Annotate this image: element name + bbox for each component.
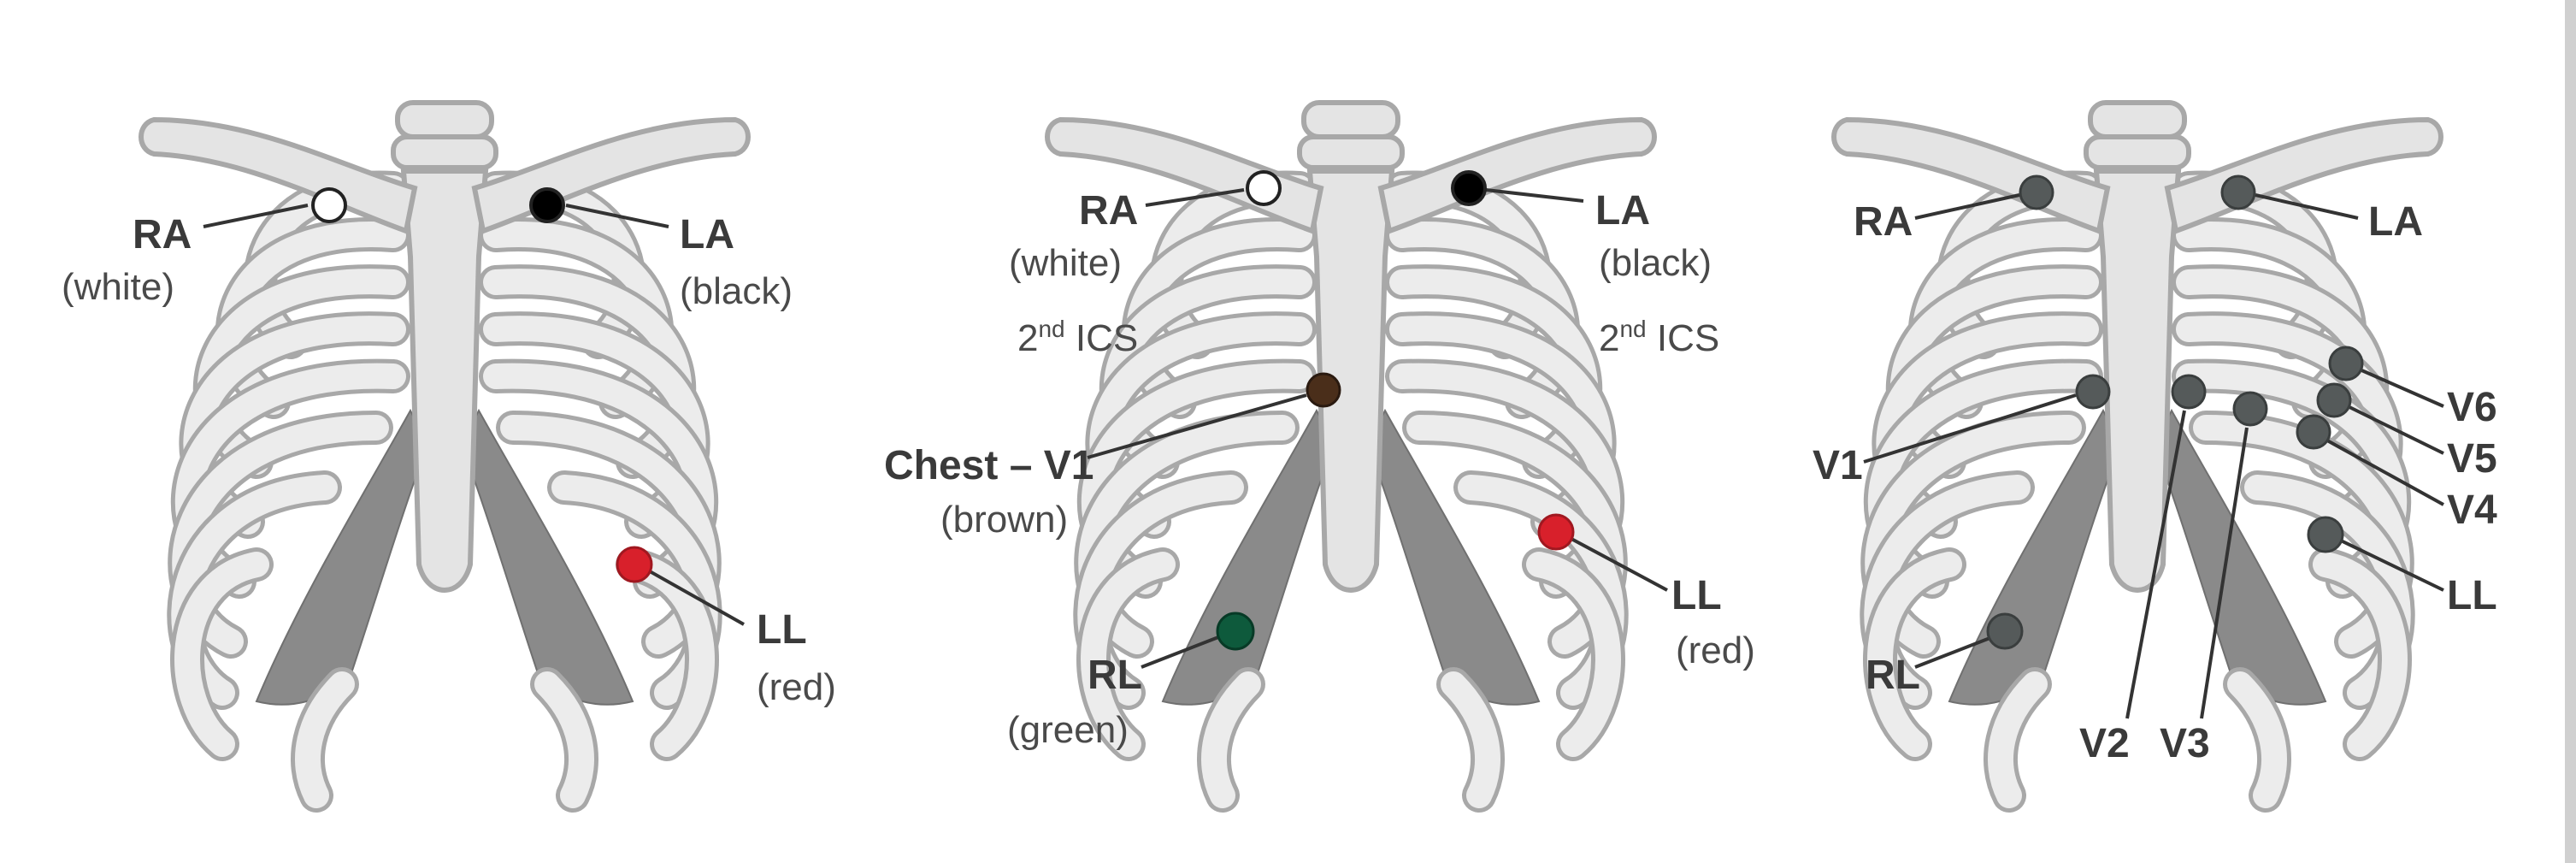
label-v6: V6 bbox=[2447, 385, 2497, 430]
label-ll: LL bbox=[1671, 573, 1722, 618]
label-rl: RL bbox=[1866, 653, 1920, 698]
label-v2: V2 bbox=[2079, 721, 2130, 766]
label-la: LA bbox=[680, 212, 734, 257]
ribcage-illustration bbox=[141, 103, 748, 795]
label-ra: RA bbox=[1854, 199, 1913, 245]
electrode-v5 bbox=[2318, 384, 2350, 417]
electrode-rl bbox=[1988, 614, 2022, 648]
label-ra-color: (white) bbox=[1009, 242, 1123, 284]
label-ra-ics: 2nd ICS bbox=[1017, 316, 1139, 359]
label-v1: V1 bbox=[1813, 443, 1863, 488]
electrode-la bbox=[531, 189, 563, 222]
electrode-ra bbox=[1247, 172, 1280, 204]
label-ra-color: (white) bbox=[62, 266, 175, 308]
electrode-la bbox=[2222, 176, 2255, 209]
panel-limb-leads bbox=[62, 103, 836, 795]
electrode-ll bbox=[2308, 517, 2343, 552]
ribcage-illustration bbox=[1834, 103, 2441, 795]
electrode-v3 bbox=[2234, 393, 2267, 425]
label-chest-v1-color: (brown) bbox=[940, 499, 1069, 541]
electrode-ra bbox=[2020, 176, 2053, 209]
label-ll: LL bbox=[757, 607, 807, 653]
electrode-v2 bbox=[2172, 375, 2205, 408]
panel-five-lead bbox=[884, 103, 1755, 795]
label-ra: RA bbox=[1079, 188, 1139, 233]
electrode-ll bbox=[1539, 515, 1573, 549]
label-v5: V5 bbox=[2447, 436, 2497, 482]
edge-strip bbox=[2565, 0, 2576, 863]
label-ll: LL bbox=[2447, 573, 2497, 618]
label-v4: V4 bbox=[2447, 488, 2497, 533]
label-v3: V3 bbox=[2160, 721, 2210, 766]
label-la: LA bbox=[2368, 199, 2423, 245]
electrode-rl bbox=[1217, 613, 1253, 649]
label-la-ics: 2nd ICS bbox=[1599, 316, 1720, 359]
electrode-v4 bbox=[2297, 416, 2330, 448]
label-ll-color: (red) bbox=[1676, 630, 1755, 671]
electrode-ll bbox=[617, 547, 651, 582]
label-ra: RA bbox=[133, 212, 192, 257]
label-la-color: (black) bbox=[680, 270, 793, 312]
label-ll-color: (red) bbox=[757, 666, 836, 708]
electrode-v6 bbox=[2330, 347, 2362, 380]
electrode-chest-v1 bbox=[1307, 374, 1340, 406]
electrode-ra bbox=[313, 189, 345, 222]
label-la: LA bbox=[1595, 188, 1650, 233]
electrode-v1 bbox=[2077, 375, 2109, 408]
label-chest-v1: Chest – V1 bbox=[884, 443, 1094, 488]
electrode-la bbox=[1453, 172, 1485, 204]
label-rl-color: (green) bbox=[1007, 709, 1129, 751]
panel-twelve-lead bbox=[1813, 103, 2497, 795]
label-la-color: (black) bbox=[1599, 242, 1712, 284]
label-rl: RL bbox=[1088, 653, 1142, 698]
